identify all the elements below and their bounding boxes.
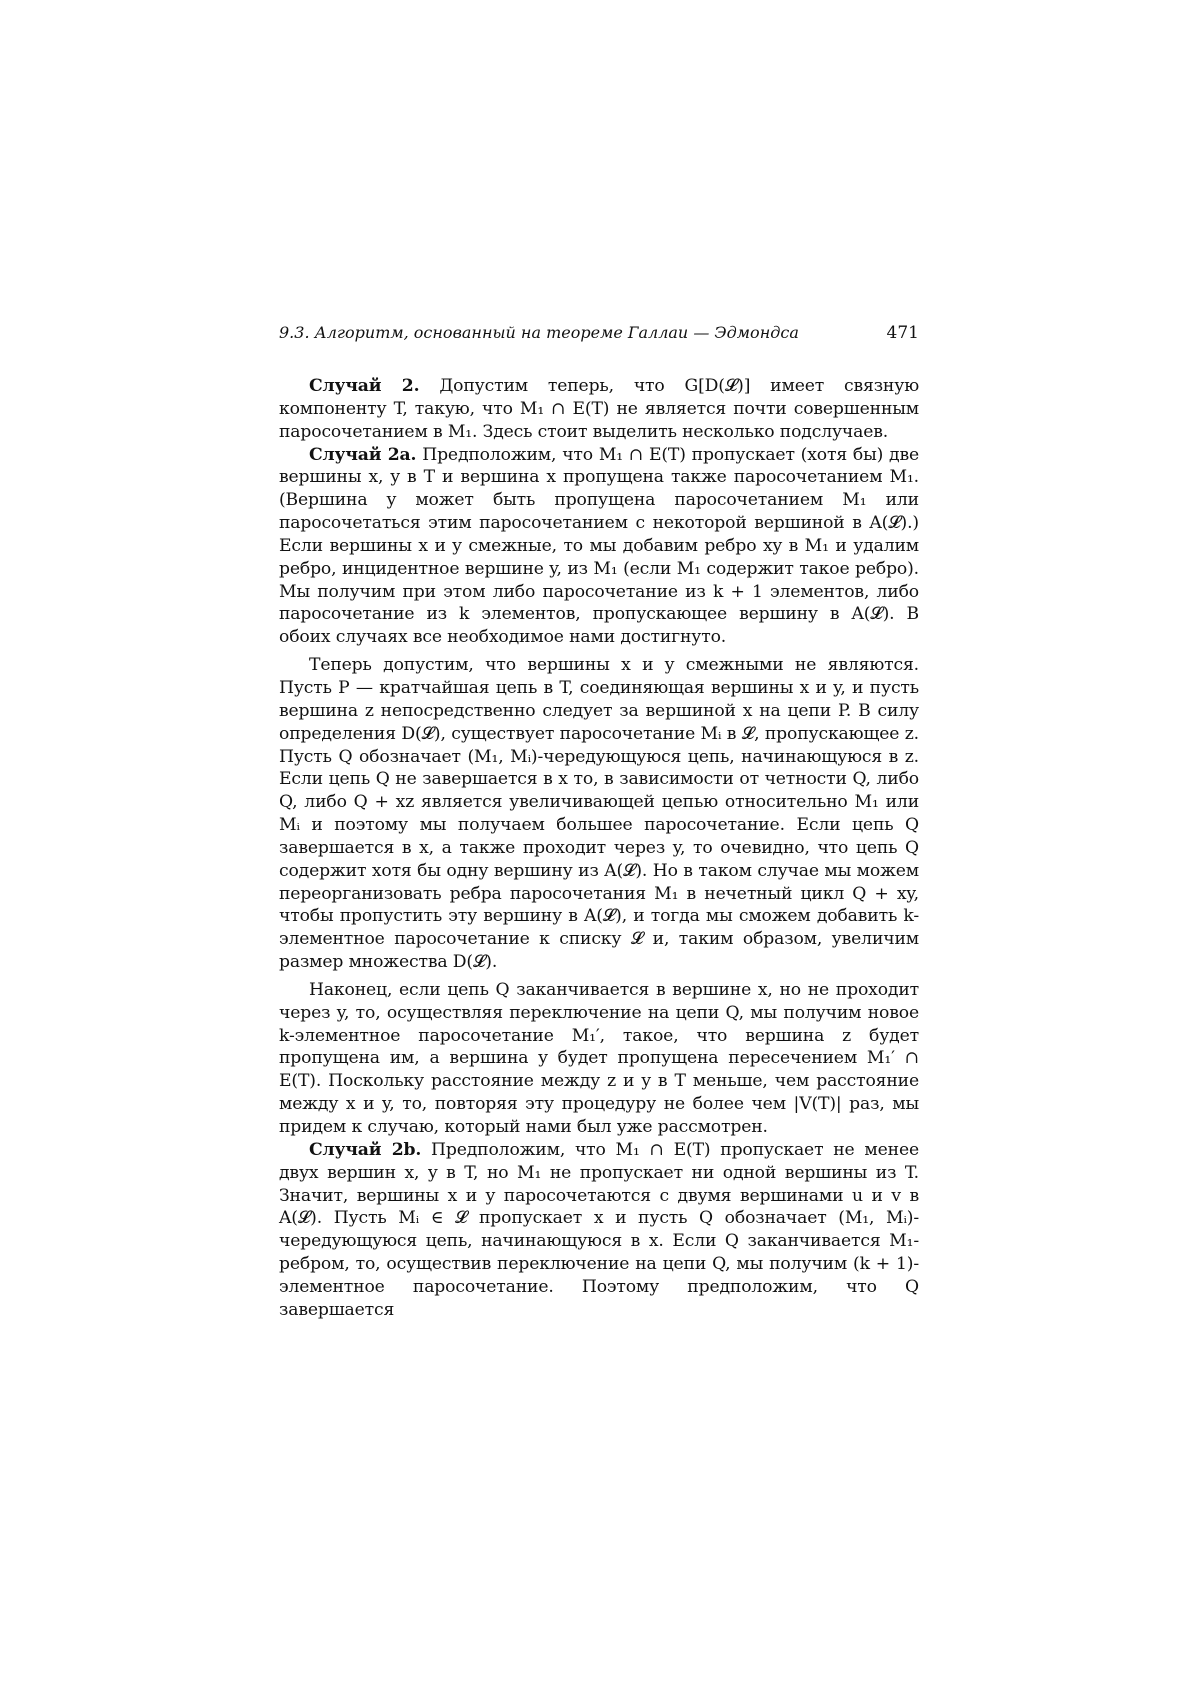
paragraph-text: Предположим, что M₁ ∩ E(T) пропускает не менее двух вершин x, y в T, но M₁ не пропускает ни одной вершины из T. Значит, вершины x и y паросочетаются с двумя вершинами u и v в A(𝓛). Пусть Mᵢ ∈ 𝓛 пропускает x и пусть Q обозначает (M₁, Mᵢ)-чередующуюся цепь, начинающуюся в x. Если Q заканчивается M₁-ребром, то, осуществив переключение на цепи Q, мы получим (k + 1)-элементное паросочетание. Поэтому предположим, что Q завершается	[279, 1139, 919, 1320]
paragraph-finally	[279, 979, 919, 1139]
paragraph-text: Теперь допустим, что вершины x и y смежными не являются. Пусть P — кратчайшая цепь в T, соединяющая вершины x и y, и пусть вершина z непосредственно следует за вершиной x на цепи P. В силу определения D(𝓛), существует паросочетание Mᵢ в 𝓛, пропускающее z. Пусть Q обозначает (M₁, Mᵢ)-чередующуюся цепь, начинающуюся в z. Если цепь Q не завершается в x то, в зависимости от четности Q, либо Q, либо Q + xz является увеличивающей цепью относительно M₁ или Mᵢ и поэтому мы получаем большее паросочетание. Если цепь Q завершается в x, а также проходит через y, то очевидно, что цепь Q содержит хотя бы одну вершину из A(𝓛). Но в таком случае мы можем переорганизовать ребра паросочетания M₁ в нечетный цикл Q + xy, чтобы пропустить эту вершину в A(𝓛), и тогда мы сможем добавить k-элементное паросочетание к списку 𝓛 и, таким образом, увеличим размер множества D(𝓛).	[279, 655, 919, 973]
case-heading: Случай 2b.	[309, 1139, 422, 1160]
paragraph-case-2a	[279, 444, 919, 650]
paragraph-case-2	[279, 375, 919, 444]
paragraph-text: Наконец, если цепь Q заканчивается в вершине x, но не проходит через y, то, осуществляя переключение на цепи Q, мы получим новое k-элементное паросочетание M₁′, такое, что вершина z будет пропущена им, а вершина y будет пропущена пересечением M₁′ ∩ E(T). Поскольку расстояние между z и y в T меньше, чем расстояние между x и y, то, повторяя эту процедуру не более чем |V(T)| раз, мы придем к случаю, который нами был уже рассмотрен.	[279, 979, 919, 1137]
body-text	[279, 375, 919, 1322]
book-page	[279, 323, 919, 1322]
chapter-title: 9.3. Алгоритм, основанный на теореме Галлаи — Эдмондса	[279, 323, 799, 342]
case-heading: Случай 2а.	[309, 444, 417, 465]
paragraph-text: Предположим, что M₁ ∩ E(T) пропускает (хотя бы) две вершины x, y в T и вершина x пропущена также паросочетанием M₁. (Вершина y может быть пропущена паросочетанием M₁ или паросочетаться этим паросочетанием с некоторой вершиной в A(𝓛).) Если вершины x и y смежные, то мы добавим ребро xy в M₁ и удалим ребро, инцидентное вершине y, из M₁ (если M₁ содержит такое ребро). Мы получим при этом либо паросочетание из k + 1 элементов, либо паросочетание из k элементов, пропускающее вершину в A(𝓛). В обоих случаях все необходимое нами достигнуто.	[279, 444, 919, 648]
running-header	[279, 323, 919, 343]
case-heading: Случай 2.	[309, 376, 420, 396]
paragraph-text: Допустим теперь, что G[D(𝓛)] имеет связную компоненту T, такую, что M₁ ∩ E(T) не является почти совершенным паросочетанием в M₁. Здесь стоит выделить несколько подслучаев.	[279, 376, 920, 442]
page-number: 471	[886, 323, 919, 343]
paragraph-case-2b	[279, 1139, 919, 1322]
paragraph-nonadjacent	[279, 654, 919, 974]
